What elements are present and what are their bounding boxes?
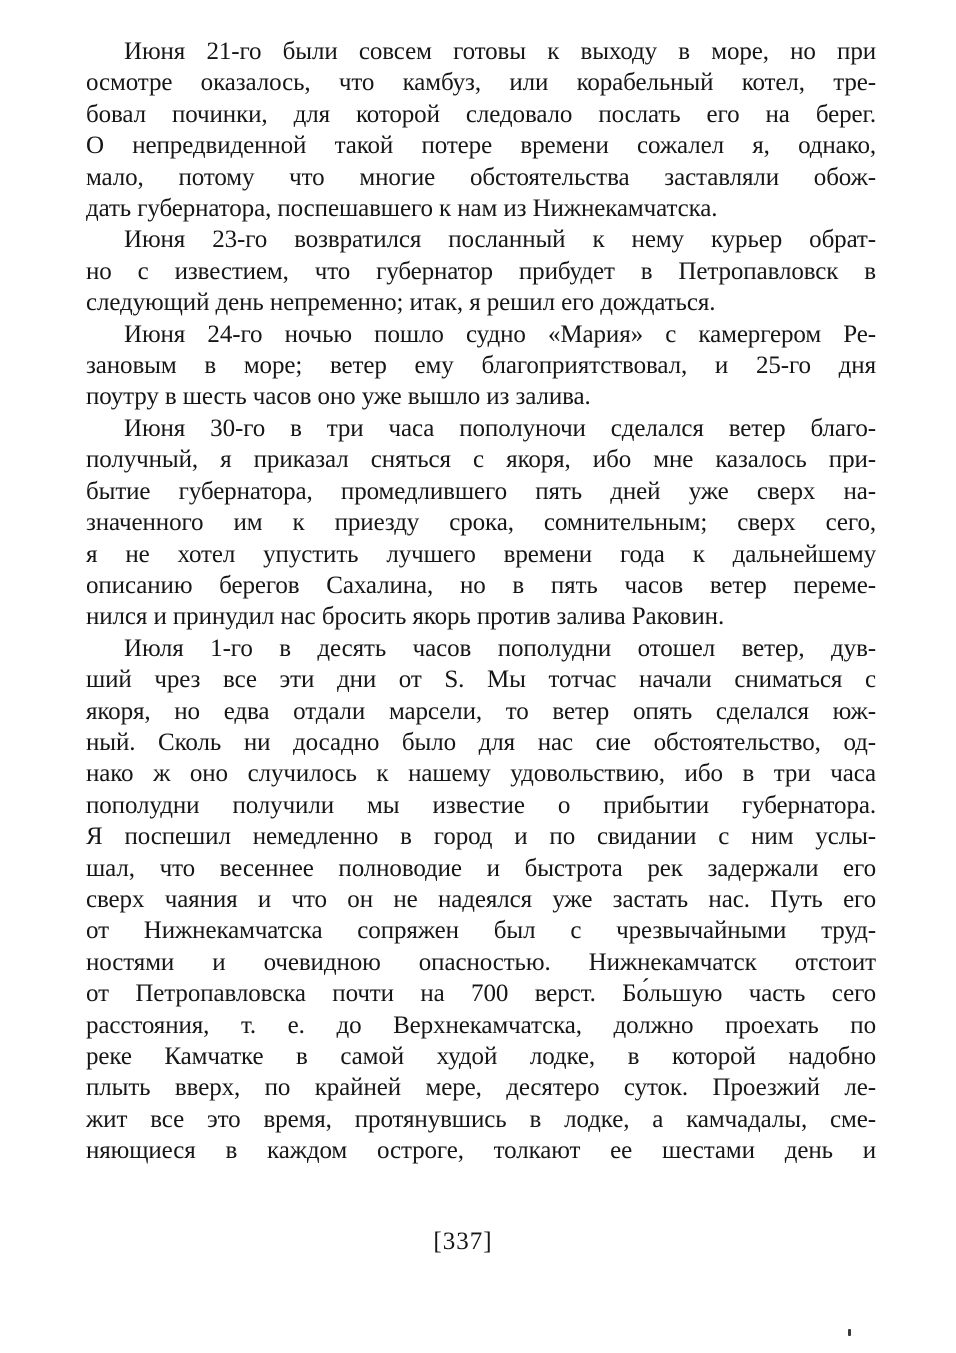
text-line: Июля 1-го в десять часов пополудни отошел ветер, дув-	[124, 634, 876, 662]
page-number: [337]	[433, 1228, 493, 1255]
text-line: пополудни получили мы известие о прибытии губернатора.	[86, 791, 876, 819]
text-line: ший чрез все эти дни от S. Мы тотчас начали сниматься с	[86, 666, 876, 694]
text-line: няющиеся в каждом остроге, толкают ее шестами день и	[86, 1137, 876, 1165]
text-line: описанию берегов Сахалина, но в пять часов ветер переме-	[86, 571, 876, 599]
paragraph	[86, 36, 876, 224]
text-line: реке Камчатке в самой худой лодке, в которой надобно	[86, 1043, 876, 1070]
page-text	[86, 36, 876, 1167]
text-line: осмотре оказалось, что камбуз, или корабельный котел, тре-	[86, 69, 876, 97]
text-line: зановым в море; ветер ему благоприятствовал, и 25-го дня	[86, 352, 876, 380]
text-line: нако ж оно случилось к нашему удовольствию, ибо в три часа	[86, 760, 876, 788]
text-line: от Нижнекамчатска сопряжен был с чрезвычайными труд-	[86, 917, 876, 945]
paragraph	[86, 224, 876, 318]
text-line: якоря, но едва отдали марсели, то ветер опять сделался юж-	[86, 697, 876, 725]
text-line: О непредвиденной такой потере времени сожалел я, однако,	[86, 132, 876, 160]
paragraph	[86, 319, 876, 413]
text-line: дать губернатора, поспешавшего к нам из Нижнекамчатска.	[86, 195, 718, 223]
text-line: Июня 30-го в три часа пополуночи сделался ветер благо-	[124, 414, 876, 442]
text-line: получный, я приказал сняться с якоря, ибо мне казалось при-	[86, 446, 876, 474]
paragraph	[86, 633, 876, 1167]
text-line: бытие губернатора, промедлившего пять дней уже сверх на-	[86, 477, 876, 505]
scan-artifact-speck	[848, 1329, 851, 1336]
text-line: сверх чаяния и что он не надеялся уже застать нас. Путь его	[86, 885, 876, 913]
text-line: значенного им к приезду срока, сомнительным; сверх сего,	[86, 509, 876, 537]
text-line: расстояния, т. е. до Верхнекамчатска, должно проехать по	[86, 1011, 876, 1039]
paragraph	[86, 413, 876, 633]
text-line: я не хотел упустить лучшего времени года к дальнейшему	[86, 540, 876, 568]
text-line: шал, что весеннее полноводие и быстрота рек задержали его	[86, 854, 876, 882]
text-line: мало, потому что многие обстоятельства заставляли обож-	[86, 163, 876, 191]
text-line: следующий день непременно; итак, я решил его дождаться.	[86, 289, 716, 317]
text-line: жит все это время, протянувшись в лодке, а камчадалы, сме-	[86, 1105, 876, 1133]
text-line: Июня 24-го ночью пошло судно «Мария» с камергером Ре-	[124, 320, 876, 348]
text-line: бовал починки, для которой следовало послать его на берег.	[86, 100, 876, 128]
text-line: ностями и очевидною опасностью. Нижнекамчатск отстоит	[86, 948, 876, 976]
text-line: поутру в шесть часов оно уже вышло из залива.	[86, 383, 591, 411]
text-line: Июня 21-го были совсем готовы к выходу в море, но при	[124, 38, 876, 65]
text-line: Я поспешил немедленно в город и по свидании с ним услы-	[86, 823, 876, 851]
text-line: но с известием, что губернатор прибудет в Петропавловск в	[86, 257, 876, 285]
text-line: плыть вверх, по крайней мере, десятеро суток. Проезжий ле-	[86, 1074, 876, 1102]
text-line: нился и принудил нас бросить якорь против залива Раковин.	[86, 603, 725, 631]
text-line: от Петропавловска почти на 700 верст. Бо́льшую часть сего	[86, 980, 876, 1008]
text-line: ный. Сколь ни досадно было для нас сие обстоятельство, од-	[86, 728, 876, 756]
text-line: Июня 23-го возвратился посланный к нему курьер обрат-	[124, 226, 876, 254]
